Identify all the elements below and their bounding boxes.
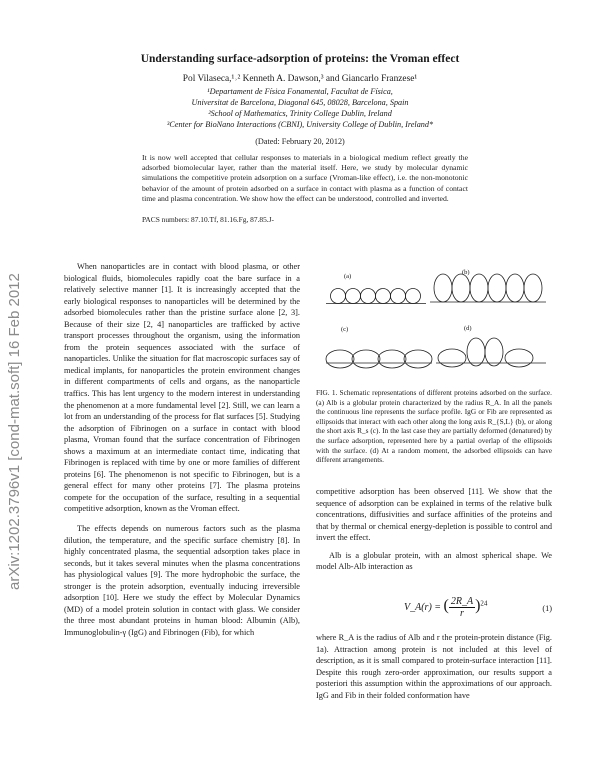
pacs-numbers: PACS numbers: 87.10.Tf, 81.16.Fg, 87.85.J- xyxy=(142,215,274,224)
equation-number: (1) xyxy=(542,604,552,613)
affiliation-3: ³Center for BioNano Interactions (CBNI), University College of Dublin, Ireland* xyxy=(166,120,434,129)
equation-body: V_A(r) = ( $\frac{2R\_A}{r}$ )$^{24}$ xyxy=(404,596,488,619)
panel-label-c: (c) xyxy=(341,326,349,333)
panel-b-ellipsoids xyxy=(430,274,546,302)
equation-1 xyxy=(316,592,552,626)
right-column-bottom xyxy=(316,632,552,701)
panel-d-ellipsoids xyxy=(436,338,546,367)
paragraph: competitive adsorption has been observed [11]. We show that the sequence of adsorption can be explained in terms of the relative bulk concentrations, diffusivities and surface affinities of the proteins and that by thermal or chemical energy-depletion is possible to control and invert the effect. xyxy=(316,487,552,543)
affiliation-1b: Universitat de Barcelona, Diagonal 645, 08028, Barcelona, Spain xyxy=(191,98,409,107)
paragraph: The effects depends on numerous factors such as the plasma dilution, the temperature, and the specific surface chemistry [8]. In highly concentrated plasma, the sequential adsorption takes place in seconds, but it takes several minutes when the plasma concentrations has physiological values [9]. The more hydrophobic the surface, the stronger is the protein adsorption, eventually inducing irreversible adsorption [10]. Here we study the effect by Molecular Dynamics (MD) of a model protein solution in contact with glass. We consider the three most abundant proteins in human blood: Albumin (Alb), Immunoglobulin-γ (IgG) and Fibrinogen (Fib), for which xyxy=(64,524,300,637)
panel-a-albumin xyxy=(326,289,426,304)
author-list: Pol Vilaseca,¹˒² Kenneth A. Dawson,³ and Giancarlo Franzese¹ xyxy=(182,74,418,84)
arxiv-identifier: arXiv:1202.3796v1 [cond-mat.soft] 16 Feb 2012 xyxy=(6,273,23,590)
paper-title: Understanding surface-adsorption of proteins: the Vroman effect xyxy=(140,53,460,65)
paragraph: where R_A is the radius of Alb and r the protein-protein distance (Fig. 1a). Attraction among protein is not included at this level of description, as it is small compared to protein-surface interaction [11]. Despite this rough zero-order approximation, our results support a posteriori this assumption within the approximations of our approach. IgG and Fib in their folded conformation have xyxy=(316,633,552,700)
panel-label-d: (d) xyxy=(464,325,472,332)
equation-exponent: 24 xyxy=(480,599,488,608)
panel-label-a: (a) xyxy=(344,273,352,280)
figure-1-caption: FIG. 1. Schematic representations of different proteins adsorbed on the surface. (a) Alb is a globular protein characterized by the radius R_A. In all the panels the continuous line represents the surface profile. IgG or Fib are represented as ellipsoids that interact with each other along the long axis R_{S,L} (b), or along the short axis R_s (c). In the last case they are partially deformed (denatured) by the surface adsorption, represented here by a partial overlap of the ellipsoids with the surface. (d) At a random moment, the adsorbed ellipsoids can have different arrangements. xyxy=(316,388,552,465)
right-column-top xyxy=(316,486,552,573)
abstract: It is now well accepted that cellular responses to materials in a biological medium reflect greatly the adsorbed biomolecular layer, rather than the material itself. Here, we study by molecular dynamic simulations the competitive protein adsorption on a surface (Vroman-like effect), i.e. the non-monotonic behavior of the amount of protein adsorbed on a surface in contact with plasma as a function of contact time and plasma concentration. We show how the effect can be understood, controlled and inverted. xyxy=(142,153,468,203)
affiliation-2: ²School of Mathematics, Trinity College Dublin, Ireland xyxy=(208,109,392,118)
equation-denominator: r xyxy=(460,608,464,619)
left-column xyxy=(64,261,300,639)
panel-c-ellipsoids xyxy=(326,350,432,368)
affiliation-1: ¹Departament de Física Fonamental, Facultat de Física, xyxy=(207,87,393,96)
date-line: (Dated: February 20, 2012) xyxy=(255,137,345,146)
paragraph: Alb is a globular protein, with an almost spherical shape. We model Alb-Alb interaction as xyxy=(316,550,552,572)
figure-1 xyxy=(316,265,552,383)
panel-label-b: (b) xyxy=(462,269,470,276)
equation-lhs: V_A(r) = xyxy=(404,601,442,613)
equation-numerator: 2R_A xyxy=(450,596,474,607)
figure-1-drawing xyxy=(316,265,552,383)
paragraph: When nanoparticles are in contact with blood plasma, or other biological fluids, biomolecules rapidly coat the bare surface in a relatively selective manner [1]. It is increasingly accepted that the early biological responses to nanoparticles will be determined by the adsorbed biomolecules rather than the pristine surface alone [2, 3]. Because of their size [2, 4] nanoparticles are trafficked by active transport processes throughout the organism, using the information from the protein sequences associated with the surface of nanoparticles. Unlike the situation for flat macroscopic surfaces say of medical implants, for nanoparticles the protein environment changes in different compartments of cells and organs, as the nanoparticle traffics. This has lent urgency to the modern interest in understanding the phenomenon at a more fundamental level [2]. Still, we can learn a lot from an understanding of the process for flat surfaces [5]. Studying the adsorption of Fibrinogen on a surface in contact with blood plasma, Vroman found that the surface concentration of Fibrinogen shows a maximum at an intermediate contact time, indicating that Fibrinogen is replaced with time by one or more families of different proteins [6]. The phenomenon is not specific to Fibrinogen, but is a general effect for many other proteins [7]. The plasma proteins compete for the occupation of the surface, resulting in a sequential competitive adsorption, known as the Vroman effect. xyxy=(64,262,300,514)
